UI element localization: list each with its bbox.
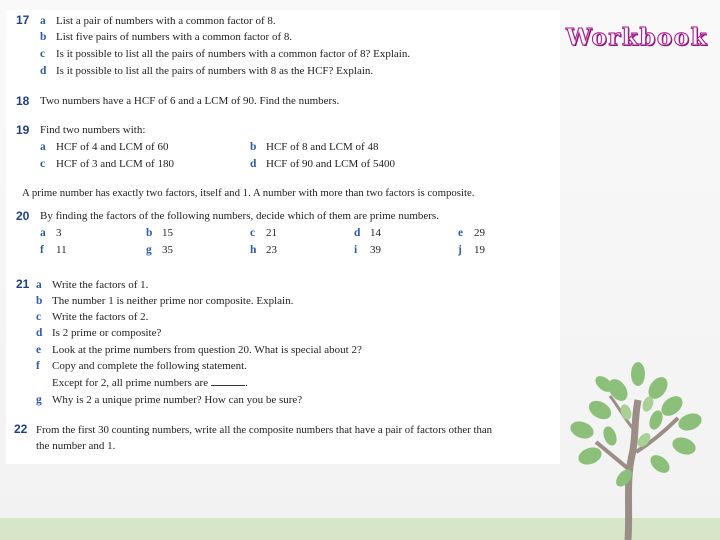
part-letter: g xyxy=(146,244,152,256)
question-text: Is it possible to list all the pairs of numbers with 8 as the HCF? Explain. xyxy=(56,65,374,77)
part-letter: b xyxy=(146,227,153,239)
part-letter: c xyxy=(36,311,42,323)
completion-statement xyxy=(52,376,248,389)
part-letter: c xyxy=(40,48,46,60)
question-number: 21 xyxy=(16,277,30,291)
part-letter: d xyxy=(250,158,257,170)
part-letter: b xyxy=(40,31,47,43)
question-text: the number and 1. xyxy=(36,440,116,452)
question-text: List five pairs of numbers with a common factor of 8. xyxy=(56,31,293,43)
number-value: 3 xyxy=(56,227,62,239)
prime-definition-note: A prime number has exactly two factors, itself and 1. A number with more than two factors is composite. xyxy=(22,187,475,199)
part-letter: d xyxy=(36,327,43,339)
part-letter: a xyxy=(40,141,46,153)
part-letter: a xyxy=(40,227,46,239)
question-text: Why is 2 a unique prime number? How can you be sure? xyxy=(52,394,303,406)
part-letter: d xyxy=(40,65,47,77)
number-value: 14 xyxy=(370,227,381,239)
part-letter: c xyxy=(250,227,256,239)
number-value: 15 xyxy=(162,227,173,239)
part-letter: i xyxy=(354,244,358,256)
question-text: Is it possible to list all the pairs of numbers with a common factor of 8? Explain. xyxy=(56,48,411,60)
part-letter: g xyxy=(36,394,42,406)
worksheet-page xyxy=(6,10,560,464)
question-text: Copy and complete the following statement. xyxy=(52,360,247,372)
number-value: 29 xyxy=(474,227,485,239)
part-letter: c xyxy=(40,158,46,170)
question-text: Look at the prime numbers from question 20. What is special about 2? xyxy=(52,344,362,356)
tree-icon xyxy=(560,360,710,540)
question-number: 19 xyxy=(16,123,30,137)
question-text: Write the factors of 1. xyxy=(52,279,149,291)
part-letter: d xyxy=(354,227,361,239)
part-letter: f xyxy=(36,360,40,372)
question-text: List a pair of numbers with a common factor of 8. xyxy=(56,15,276,27)
number-value: 19 xyxy=(474,244,485,256)
question-text: From the first 30 counting numbers, write all the composite numbers that have a pair of factors other than xyxy=(36,424,493,436)
part-letter: j xyxy=(458,244,462,256)
part-letter: e xyxy=(458,227,464,239)
part-letter: a xyxy=(36,279,42,291)
question-text: HCF of 8 and LCM of 48 xyxy=(266,141,379,153)
number-value: 11 xyxy=(56,244,67,256)
number-value: 23 xyxy=(266,244,277,256)
question-text: The number 1 is neither prime nor composite. Explain. xyxy=(52,295,294,307)
question-number: 18 xyxy=(16,94,30,108)
statement-end: . xyxy=(245,377,248,389)
workbook-title: Workbook xyxy=(566,24,709,51)
part-letter: b xyxy=(250,141,257,153)
part-letter: a xyxy=(40,15,46,27)
question-number: 17 xyxy=(16,13,30,27)
question-number: 20 xyxy=(16,209,30,223)
part-letter: h xyxy=(250,244,257,256)
question-intro: By finding the factors of the following numbers, decide which of them are prime numbers. xyxy=(40,210,439,222)
answer-blank xyxy=(211,376,245,386)
question-text: Write the factors of 2. xyxy=(52,311,149,323)
question-intro: Find two numbers with: xyxy=(40,124,146,136)
number-value: 35 xyxy=(162,244,173,256)
question-text: Is 2 prime or composite? xyxy=(52,327,162,339)
question-number: 22 xyxy=(14,422,28,436)
part-letter: f xyxy=(40,244,44,256)
number-value: 21 xyxy=(266,227,277,239)
question-text: HCF of 90 and LCM of 5400 xyxy=(266,158,395,170)
part-letter: e xyxy=(36,344,42,356)
part-letter: b xyxy=(36,295,43,307)
question-text: Two numbers have a HCF of 6 and a LCM of 90. Find the numbers. xyxy=(40,95,340,107)
statement-text: Except for 2, all prime numbers are xyxy=(52,377,209,389)
number-value: 39 xyxy=(370,244,381,256)
question-text: HCF of 4 and LCM of 60 xyxy=(56,141,169,153)
question-text: HCF of 3 and LCM of 180 xyxy=(56,158,174,170)
